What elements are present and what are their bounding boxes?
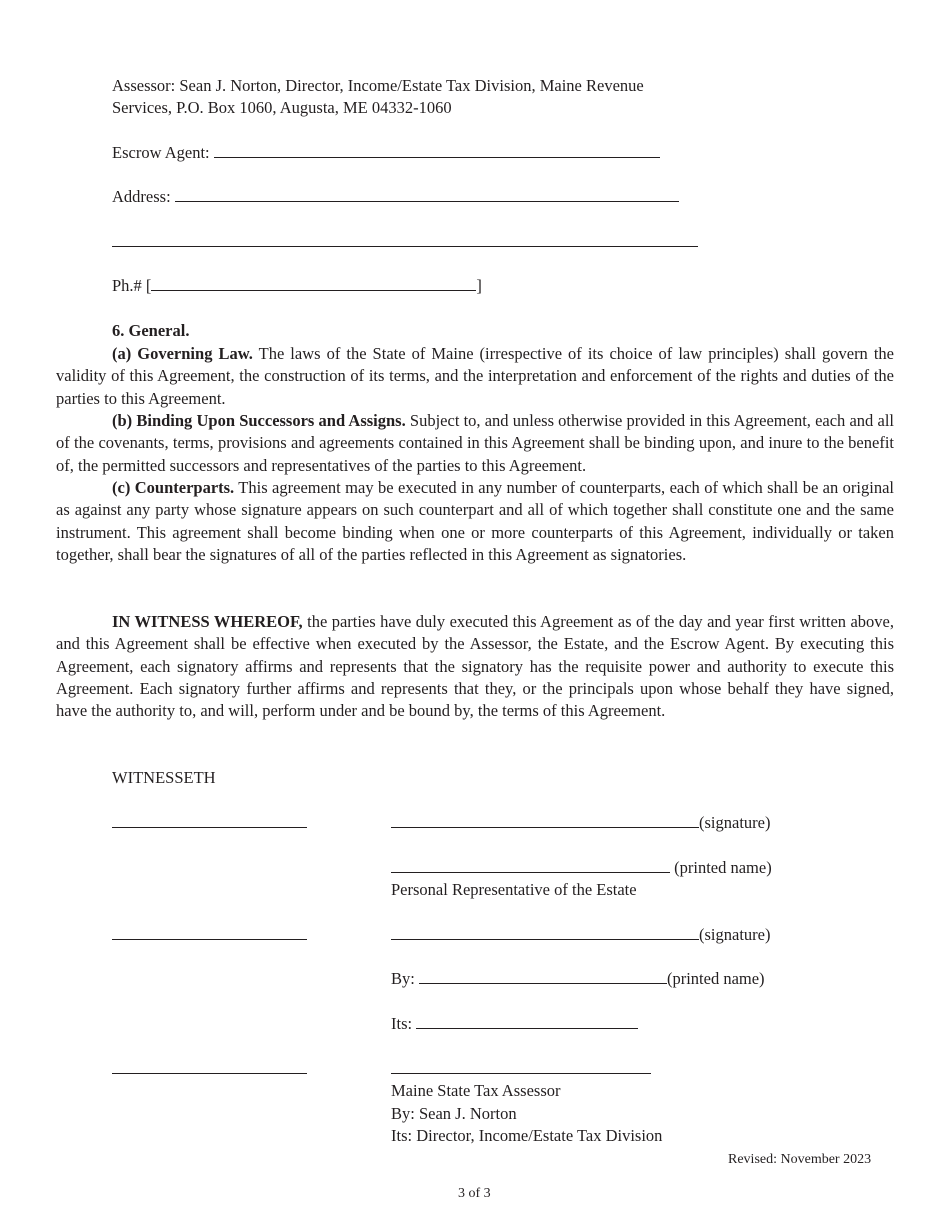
paragraph-counterparts xyxy=(56,477,894,566)
escrow-signature-row xyxy=(391,924,770,946)
paragraph-binding-successors xyxy=(56,410,894,477)
counterparts-text: This agreement may be executed in any number of counterparts, each of which shall be an original as against any party whose signature appears on such counterpart and all of which together shall constitute one and the same instrument. This agreement shall become binding when one or more counterparts of this Agreement, individually or taken together, shall bear the signatures of all of the parties reflected in this Agreement as signatories. xyxy=(56,478,894,564)
escrow-by-label: By: xyxy=(391,969,415,988)
in-witness-text: the parties have duly executed this Agreement as of the day and year first written above, and this Agreement shall be effective when executed by the Assessor, the Estate, and the Escrow Agent. By executing this Agreement, each signatory affirms and represents that the signatory has the requisite power and authority to execute this Agreement. Each signatory further affirms and represents that they, or the principals upon whose behalf they have signed, have the authority to, and will, perform under and be bound by, the terms of this Agreement. xyxy=(56,612,895,721)
witness-signature-line-1[interactable] xyxy=(112,812,307,828)
section-heading: 6. General. xyxy=(112,321,190,340)
phone-field[interactable] xyxy=(151,275,476,291)
binding-successors-text: Subject to, and unless otherwise provided in this Agreement, each and all of the covenants, terms, provisions and agreements contained in this Agreement shall be binding upon, and inure to the benefit of, the permitted successors and representatives of the parties to this Agreement. xyxy=(56,411,894,475)
escrow-agent-label: Escrow Agent: xyxy=(112,143,210,162)
revised-date: Revised: November 2023 xyxy=(728,1152,872,1167)
escrow-agent-field[interactable] xyxy=(214,142,660,158)
escrow-signature-label: (signature) xyxy=(699,925,771,944)
assessor-signature-row xyxy=(391,1058,651,1080)
phone-row xyxy=(112,275,482,297)
estate-signature-label: (signature) xyxy=(699,813,771,832)
assessor-line-1: Assessor: Sean J. Norton, Director, Income/Estate Tax Division, Maine Revenue xyxy=(112,76,644,95)
assessor-its: Its: Director, Income/Estate Tax Division xyxy=(391,1126,663,1145)
personal-representative-label: Personal Representative of the Estate xyxy=(391,880,637,899)
witness-signature-line-3[interactable] xyxy=(112,1058,307,1074)
escrow-its-row xyxy=(391,1013,638,1035)
paragraph-in-witness xyxy=(56,611,894,722)
escrow-by-printed-label: (printed name) xyxy=(666,969,765,988)
address-field[interactable] xyxy=(175,186,679,202)
witness-line-3-row xyxy=(112,1058,307,1080)
witness-signature-line-2[interactable] xyxy=(112,924,307,940)
in-witness-lead: IN WITNESS WHEREOF, xyxy=(112,612,303,631)
assessor-title: Maine State Tax Assessor xyxy=(391,1081,561,1100)
assessor-by: By: Sean J. Norton xyxy=(391,1104,517,1123)
escrow-by-line[interactable] xyxy=(419,968,667,984)
escrow-its-line[interactable] xyxy=(416,1013,638,1029)
address-field-2[interactable] xyxy=(112,231,698,247)
binding-successors-title: (b) Binding Upon Successors and Assigns. xyxy=(112,411,406,430)
witness-line-2-row xyxy=(112,924,307,946)
witness-line-1-row xyxy=(112,812,307,834)
assessor-line-2: Services, P.O. Box 1060, Augusta, ME 04332-1060 xyxy=(112,98,452,117)
phone-label: Ph.# [ xyxy=(112,276,152,295)
counterparts-title: (c) Counterparts. xyxy=(112,478,235,497)
governing-law-title: (a) Governing Law. xyxy=(112,344,253,363)
estate-printed-name-row xyxy=(391,857,772,879)
governing-law-text: The laws of the State of Maine (irrespective of its choice of law principles) shall govern the validity of this Agreement, the construction of its terms, and the interpretation and enforcement of the rights and duties of the parties to this Agreement. xyxy=(56,344,895,408)
paragraph-governing-law xyxy=(56,343,894,410)
estate-printed-name-label: (printed name) xyxy=(670,858,772,877)
escrow-signature-line[interactable] xyxy=(391,924,699,940)
witnesseth-heading: WITNESSETH xyxy=(112,768,216,787)
escrow-by-row xyxy=(391,968,765,990)
page-number: 3 of 3 xyxy=(458,1186,491,1201)
address-line-2-row xyxy=(112,231,698,253)
address-label: Address: xyxy=(112,187,171,206)
address-row xyxy=(112,186,679,208)
estate-signature-row xyxy=(391,812,770,834)
escrow-its-label: Its: xyxy=(391,1014,413,1033)
assessor-signature-line[interactable] xyxy=(391,1058,651,1074)
estate-signature-line[interactable] xyxy=(391,812,699,828)
escrow-agent-row xyxy=(112,142,660,164)
phone-close-bracket: ] xyxy=(476,276,482,295)
estate-printed-name-line[interactable] xyxy=(391,857,670,873)
